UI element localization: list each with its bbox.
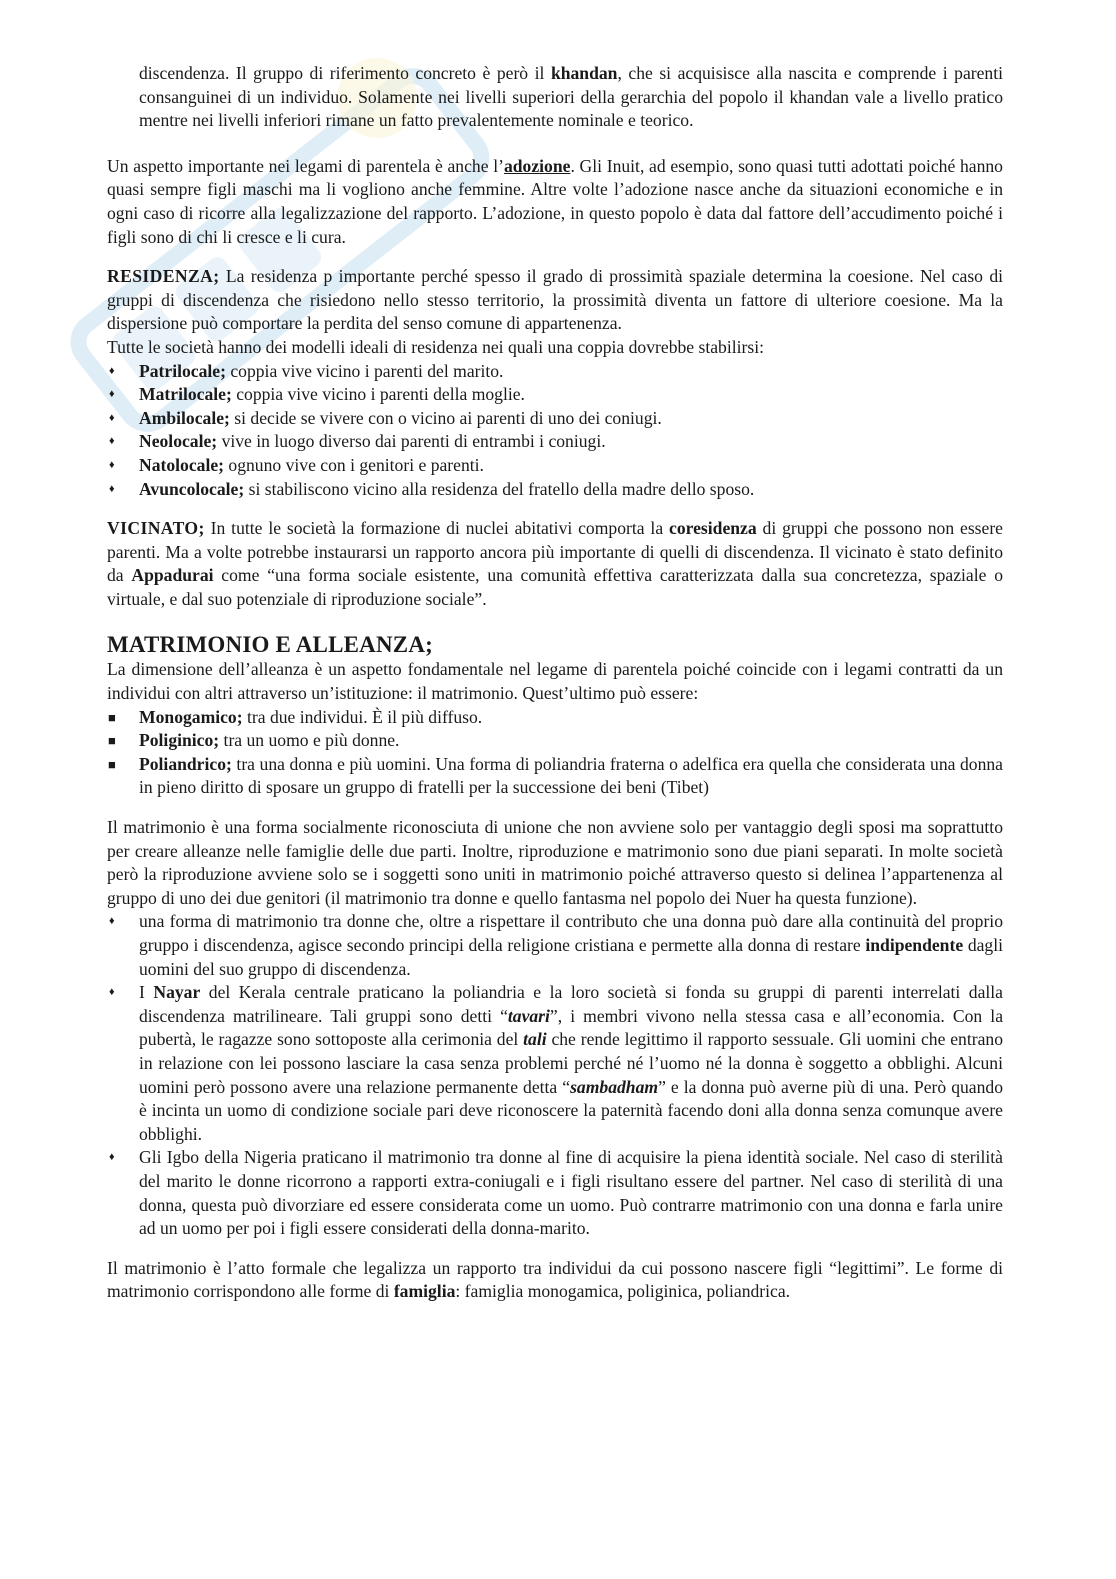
list-item: ■ Poliginico; tra un uomo e più donne.: [107, 729, 1003, 753]
list-item: ♦ Patrilocale; coppia vive vicino i parenti del marito.: [107, 360, 1003, 384]
list-item: ♦ Matrilocale; coppia vive vicino i parenti della moglie.: [107, 383, 1003, 407]
closing-paragraph: Il matrimonio è l’atto formale che legalizza un rapporto tra individui da cui possono nascere figli “legittimi”. Le forme di matrimonio corrispondono alle forme di famiglia: famiglia monogamica, poliginica, poliandrica.: [107, 1257, 1003, 1302]
vicinato-paragraph: VICINATO; In tutte le società la formazione di nuclei abitativi comporta la coresidenza di gruppi che possono non essere parenti. Ma a volte potrebbe instaurarsi un rapporto ancora più importante di quelli di discendenza. Il vicinato è stato definito da Appadurai come “una forma sociale esistente, una comunità effettiva caratterizzata dalla sua concretezza, spaziale o virtuale, e dal suo potenziale di riproduzione sociale”.: [107, 518, 1003, 609]
list-item: ♦ una forma di matrimonio tra donne che, oltre a rispettare il contributo che una donna può dare alla continuità del proprio gruppo i discendenza, agisce secondo principi della religione cristiana e permette alla donna di restare indipendente dagli uomini del suo gruppo di discendenza.: [109, 911, 1004, 979]
residence-list: [107, 360, 1003, 502]
matrimonio-paragraph: Il matrimonio è una forma socialmente riconosciuta di unione che non avviene solo per vantaggio degli sposi ma soprattutto per creare alleanze nelle famiglie delle due parti. Inoltre, riproduzione e matrimonio sono due piani separati. In molte società però la riproduzione avviene solo se i soggetti sono uniti in matrimonio poiché attraverso questo si delinea l’appartenenza al gruppo di uno dei due genitori (il matrimonio tra donne e quello fantasma nel popolo dei Nuer ha questa funzione).: [107, 817, 1003, 908]
list-item: ■ Monogamico; tra due individui. È il più diffuso.: [107, 706, 1003, 730]
marriage-examples-list: [107, 910, 1003, 1240]
term-famiglia: famiglia: [393, 1281, 456, 1302]
diamond-bullet-icon: ♦: [109, 1151, 115, 1164]
list-item: ♦ Ambilocale; si decide se vivere con o vicino ai parenti di uno dei coniugi.: [107, 407, 1003, 431]
term-coresidenza: coresidenza: [669, 518, 757, 539]
list-item: ■ Poliandrico; tra una donna e più uomini. Una forma di poliandria fraterna o adelfica era quella che considerata una donna in pieno diritto di sposare un gruppo di fratelli per la successione dei beni (Tibet): [108, 753, 1003, 798]
list-item: ♦ Natolocale; ognuno vive con i genitori e parenti.: [107, 454, 1003, 478]
residenza-label: RESIDENZA;: [107, 266, 220, 287]
list-item: ♦ Neolocale; vive in luogo diverso dai parenti di entrambi i coniugi.: [107, 430, 1003, 454]
diamond-bullet-icon: ♦: [109, 482, 115, 495]
section-heading: MATRIMONIO E ALLEANZA;: [107, 632, 433, 658]
list-item: ♦ Gli Igbo della Nigeria praticano il matrimonio tra donne al fine di acquisire la piena identità sociale. Nel caso di sterilità del marito le donne ricorrono a rapporti extra-coniugali e i figli risultano essere del partner. Nel caso di sterilità di una donna, questa può divorziare ed essere considerata come un uomo. Può contrarre matrimonio con una donna e farla unire ad un uomo per poi i figli essere considerati della donna-marito.: [109, 1147, 1003, 1239]
residenza-paragraph: RESIDENZA; La residenza p importante perché spesso il grado di prossimità spaziale determina la coesione. Nel caso di gruppi di discendenza che risiedono nello stesso territorio, la prossimità diventa un fattore di ulteriore coesione. Ma la dispersione può comportare la perdita del senso comune di appartenenza.: [107, 266, 1003, 334]
adoption-paragraph: Un aspetto importante nei legami di parentela è anche l’adozione. Gli Inuit, ad esempio, sono quasi tutti adottati poiché hanno quasi sempre figli maschi ma li vogliono anche femmine. Altre volte l’adozione nasce anche da situazioni economiche e in ogni caso di ricorre alla legalizzazione del rapporto. L’adozione, in questo popolo è data dal fattore dell’accudimento poiché i figli sono di chi li cresce e li cura.: [107, 155, 1003, 247]
square-bullet-icon: ■: [108, 733, 116, 749]
term-appadurai: Appadurai: [131, 565, 214, 586]
term-adozione: adozione: [503, 155, 571, 176]
list-item: ♦ Avuncolocale; si stabiliscono vicino alla residenza del fratello della madre dello sposo.: [107, 478, 1003, 502]
diamond-bullet-icon: ♦: [109, 364, 115, 377]
term-khandan: khandan: [550, 63, 618, 83]
document-page: [107, 62, 1003, 1304]
residenza-intro: Tutte le società hanno dei modelli ideali di residenza nei quali una coppia dovrebbe stabilirsi:: [107, 336, 764, 357]
matrimonio-intro: La dimensione dell’alleanza è un aspetto fondamentale nel legame di parentela poiché coincide con i legami contratti da un individui con altri attraverso un’istituzione: il matrimonio. Quest’ultimo può essere:: [107, 659, 1003, 704]
square-bullet-icon: ■: [108, 709, 116, 725]
diamond-bullet-icon: ♦: [109, 411, 115, 424]
square-bullet-icon: ■: [108, 756, 116, 772]
diamond-bullet-icon: ♦: [109, 915, 115, 928]
diamond-bullet-icon: ♦: [109, 458, 115, 471]
list-item: ♦ I Nayar del Kerala centrale praticano la poliandria e la loro società si fonda su gruppi di parenti interrelati dalla discendenza matrilineare. Tali gruppi sono detti “tavari”, i membri vivono nella stessa casa e all’economia. Con la pubertà, le ragazze sono sottoposte alla cerimonia del tali che rende legittimo il rapporto sessuale. Gli uomini che entrano in relazione con lei possono lasciare la casa senza problemi perché né l’uomo né la donna è soggetto a obblighi. Alcuni uomini però possono avere una relazione permanente detta “sambadham” e la donna può averne più di una. Però quando è incinta un uomo di condizione sociale pari deve riconoscere la paternità facendo doni alla donna senza comunque avere obblighi.: [109, 982, 1004, 1144]
diamond-bullet-icon: ♦: [109, 986, 115, 999]
marriage-types-list: [107, 706, 1003, 800]
diamond-bullet-icon: ♦: [109, 435, 115, 448]
continuation-paragraph: discendenza. Il gruppo di riferimento concreto è però il khandan, che si acquisisce alla nascita e comprende i parenti consanguinei di un individuo. Solamente nei livelli superiori della gerarchia del popolo il khandan vale a livello pratico mentre nei livelli inferiori rimane un fatto prevalentemente nominale e teorico.: [139, 63, 1003, 131]
vicinato-label: VICINATO;: [107, 518, 205, 539]
diamond-bullet-icon: ♦: [109, 388, 115, 401]
